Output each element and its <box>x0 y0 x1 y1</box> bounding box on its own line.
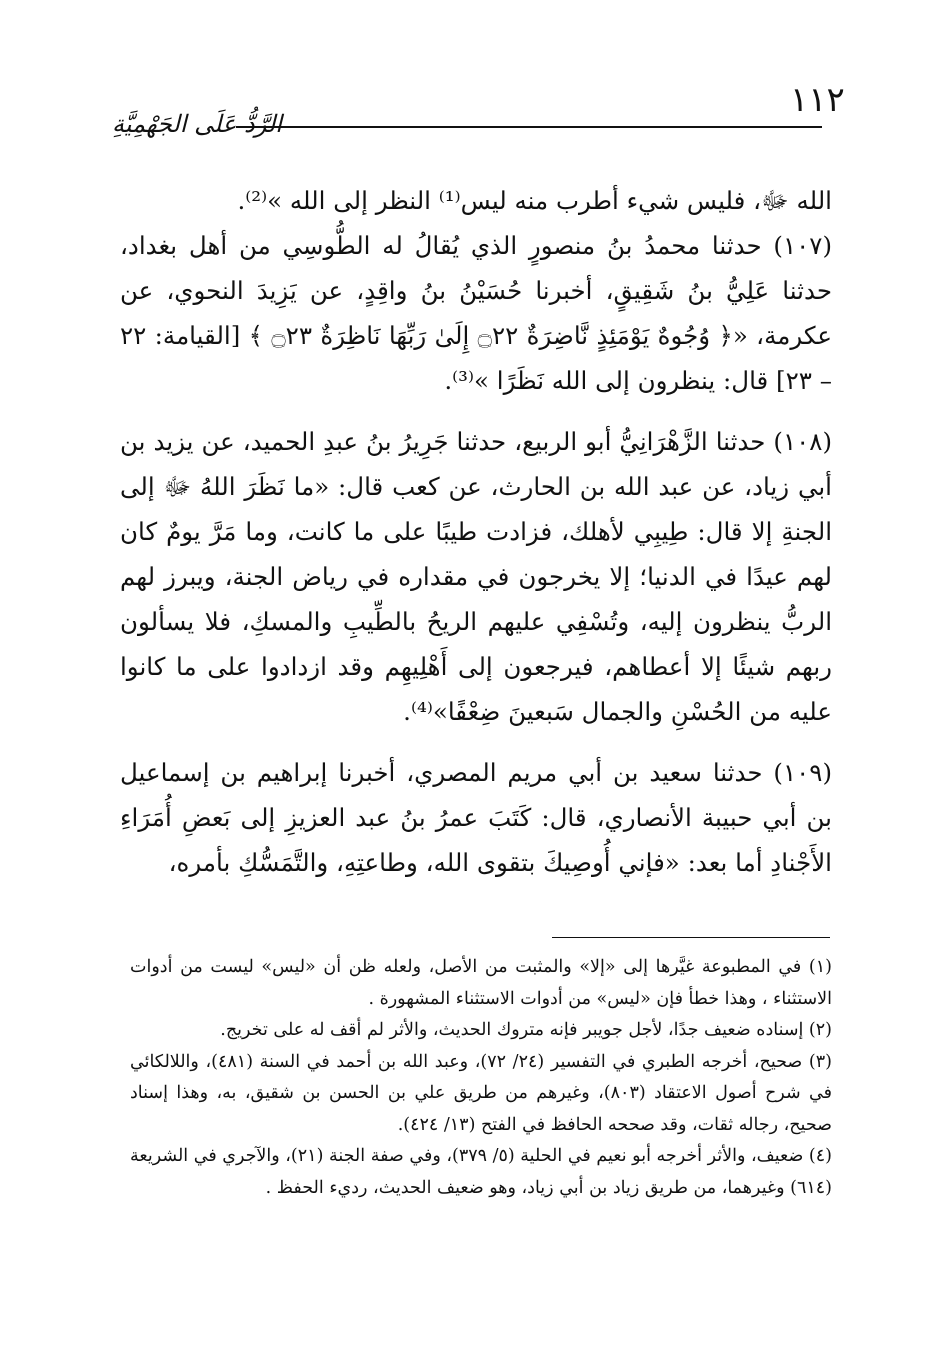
footnote-4: (٤) ضعيف، والأثر أخرجه أبو نعيم في الحلية (٥/ ٣٧٩)، وفي صفة الجنة (٢١)، والآجري في الشريعة (٦١٤) وغيرهما، من طريق زياد بن أبي زياد، وهو ضعيف الحديث، رديء الحفظ . <box>130 1146 832 1198</box>
paragraph-continuation: الله ﷻ، فليس شيء أطرب منه ليس⁽¹⁾ النظر إلى الله »⁽²⁾. <box>237 186 832 215</box>
footnotes <box>130 952 832 1204</box>
running-title: الرَّدُّ عَلَى الجَهْمِيَّةِ <box>112 110 282 138</box>
paragraph-107: (١٠٧) حدثنا محمدُ بنُ منصورٍ الذي يُقالُ له الطُّوسِي من أهل بغداد، حدثنا عَلِيُّ بنُ شَقِيقٍ، أخبرنا حُسَيْنُ بنُ واقِدٍ، عن يَزِيدَ النحوي، عن عكرمة، «﴿ وُجُوهٌ يَوْمَئِذٍ نَّاضِرَةٌ ۝٢٢ إِلَىٰ رَبِّهَا نَاظِرَةٌ ۝٢٣ ﴾ [القيامة: ٢٢ – ٢٣] قال: ينظرون إلى الله نَظَرًا »⁽³⁾. <box>120 231 832 395</box>
footnote-2: (٢) إسناده ضعيف جدًا، لأجل جويبر فإنه متروك الحديث، والأثر لم أقف له على تخريج. <box>220 1020 832 1040</box>
footnote-1: (١) في المطبوعة غيَّرها إلى «إلا» والمثبت من الأصل، ولعله ظن أن «ليس» ليست من أدوات الاستثناء ، وهذا خطأ فإن «ليس» من أدوات الاستثناء المشهورة . <box>130 957 832 1009</box>
header-rule <box>236 126 822 128</box>
main-text <box>120 178 832 885</box>
page-number: ١١٢ <box>790 80 845 120</box>
paragraph-108: (١٠٨) حدثنا الزَّهْرَانِيُّ أبو الربيع، حدثنا جَرِيرُ بنُ عبدِ الحميد، عن يزيد بن أبي زياد، عن عبد الله بن الحارث، عن كعب قال: «ما نَظَرَ اللهُ ﷻ إلى الجنةِ إلا قال: طِيبِي لأهلك، فزادت طيبًا على ما كانت، وما مَرَّ يومٌ كان لهم عيدًا في الدنيا؛ إلا يخرجون في مقداره في رياض الجنة، ويبرز لهم الربُّ ينظرون إليه، وتُسْفِي عليهم الريحُ بالطِّيبِ والمسكِ، فلا يسألون ربهم شيئًا إلا أعطاهم، فيرجعون إلى أَهْلِيهِم وقد ازدادوا على ما كانوا عليه من الحُسْنِ والجمال سَبعينَ ضِعْفًا»⁽⁴⁾. <box>120 427 832 726</box>
paragraph-109: (١٠٩) حدثنا سعيد بن أبي مريم المصري، أخبرنا إبراهيم بن إسماعيل بن أبي حبيبة الأنصاري، قال: كَتَبَ عمرُ بنُ عبد العزيزِ إلى بَعضِ أُمَرَاءِ الأَجْنادِ أما بعد: «فإني أُوصِيكَ بتقوى الله، وطاعتِهِ، والتَّمَسُّكِ بأمره، <box>120 758 832 877</box>
footnote-3: (٣) صحيح، أخرجه الطبري في التفسير (٢٤/ ٧٢)، وعبد الله بن أحمد في السنة (٤٨١)، واللالكائي في شرح أصول الاعتقاد (٨٠٣)، وغيرهم من طريق علي بن الحسن بن شقيق، به، وهذا إسناد صحيح، رجاله ثقات، وقد صححه الحافظ في الفتح (١٣/ ٤٢٤). <box>130 1051 832 1135</box>
footnote-separator <box>552 937 830 938</box>
